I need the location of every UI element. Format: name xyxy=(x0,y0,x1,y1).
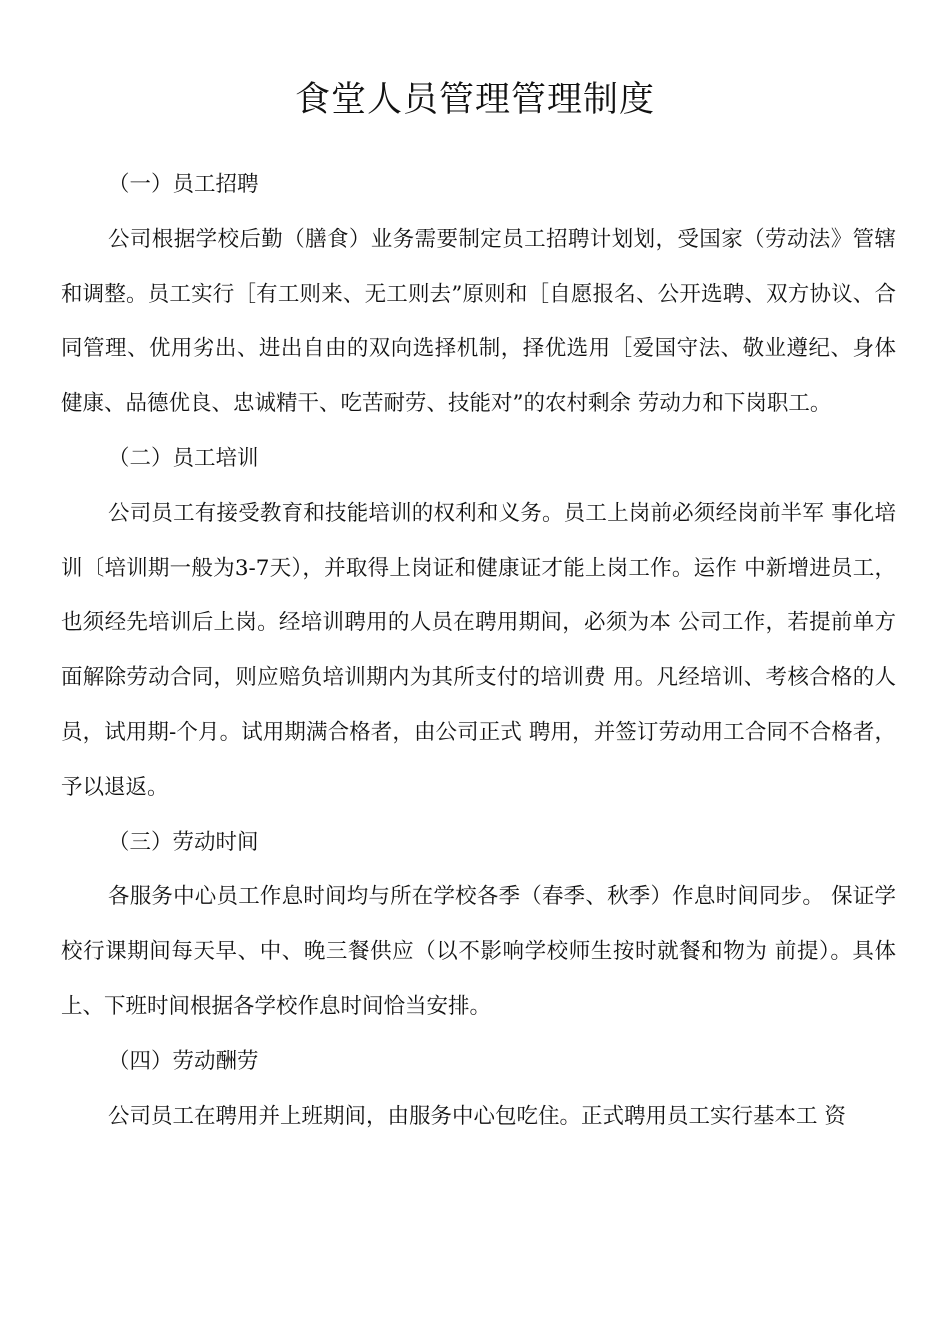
section-heading-working-hours: （三）劳动时间 xyxy=(108,829,259,855)
section-text-training: 公司员工有接受教育和技能培训的权利和义务。员工上岗前必须经岗前半军 事化培训〔培训期一般为3-7天），并取得上岗证和健康证才能上岗工作。运作 中新增进员工，也须经先培训后上岗。经培训聘用的人员在聘用期间，必须为本 公司工作，若提前单方面解除劳动合同，则应赔负培训期内为其所支付的培训费 用。凡经培训、考核合格的人员，试用期-个月。试用期满合格者，由公司正式 聘用，并签订劳动用工合同不合格者，予以退返。 xyxy=(61,500,896,800)
section-text-recruitment: 公司根据学校后勤（膳食）业务需要制定员工招聘计划划，受国家（劳动法》管辖和调整。员工实行［有工则来、无工则去”原则和［自愿报名、公开选聘、双方协议、合同管理、优用劣出、进出自由的双向选择机制，择优选用［爱国守法、敬业遵纪、身体健康、品德优良、忠诚精干、吃苦耐劳、技能对”的农村剩余 劳动力和下岗职工。 xyxy=(61,226,896,417)
section-heading-training: （二）员工培训 xyxy=(108,445,259,471)
document-title: 食堂人员管理管理制度 xyxy=(294,80,655,120)
section-heading-recruitment: （一）员工招聘 xyxy=(108,172,259,197)
section-text-working-hours: 各服务中心员工作息时间均与所在学校各季（春季、秋季）作息时间同步。 保证学校行课期间每天早、中、晚三餐供应（以不影响学校师生按时就餐和物为 前提）。具体上、下班时间根据各学校作息时间恰当安排。 xyxy=(61,884,896,1019)
document-body xyxy=(61,158,896,1144)
section-heading-remuneration: （四）劳动酬劳 xyxy=(108,1048,259,1074)
section-text-remuneration: 公司员工在聘用并上班期间，由服务中心包吃住。正式聘用员工实行基本工 资 xyxy=(108,1103,846,1129)
